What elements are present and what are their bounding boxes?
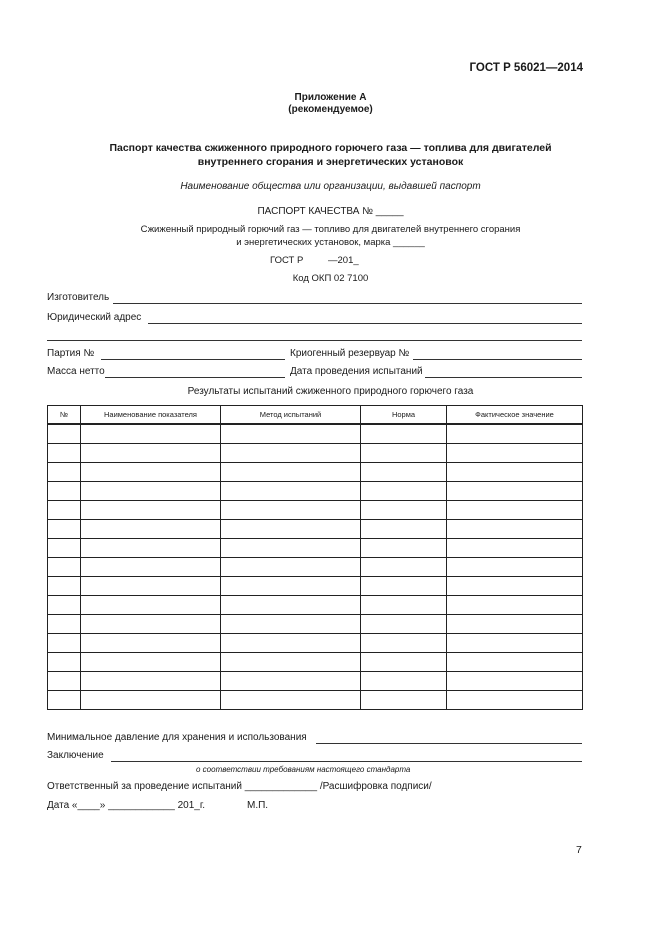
table-cell[interactable] — [221, 482, 361, 501]
table-cell[interactable] — [447, 615, 583, 634]
table-cell[interactable] — [81, 596, 221, 615]
net-mass-field[interactable] — [105, 377, 285, 378]
stamp-label: М.П. — [247, 800, 269, 811]
table-cell[interactable] — [48, 615, 81, 634]
table-cell[interactable] — [221, 424, 361, 444]
table-cell[interactable] — [81, 444, 221, 463]
table-cell[interactable] — [48, 653, 81, 672]
table-row — [48, 444, 583, 463]
table-cell[interactable] — [221, 444, 361, 463]
table-cell[interactable] — [81, 539, 221, 558]
table-cell[interactable] — [447, 482, 583, 501]
table-cell[interactable] — [221, 501, 361, 520]
min-pressure-label: Минимальное давление для хранения и использования — [47, 732, 307, 743]
table-cell[interactable] — [221, 596, 361, 615]
results-table — [47, 405, 583, 710]
table-cell[interactable] — [361, 539, 447, 558]
table-cell[interactable] — [48, 501, 81, 520]
table-cell[interactable] — [81, 482, 221, 501]
legal-address-label: Юридический адрес — [47, 312, 142, 323]
table-cell[interactable] — [447, 653, 583, 672]
col-norm: Норма — [361, 406, 447, 425]
table-row — [48, 482, 583, 501]
col-actual: Фактическое значение — [447, 406, 583, 425]
legal-address-field-2[interactable] — [47, 340, 582, 341]
table-row — [48, 463, 583, 482]
product-line1: Сжиженный природный горючий газ — топливо для двигателей внутреннего сгорания — [140, 224, 521, 235]
conclusion-note: о соответствии требованиям настоящего стандарта — [196, 765, 411, 774]
issuer-caption: Наименование общества или организации, выдавшей паспорт — [180, 181, 481, 192]
table-cell[interactable] — [447, 558, 583, 577]
table-cell[interactable] — [447, 444, 583, 463]
conclusion-field[interactable] — [111, 761, 582, 762]
table-row — [48, 577, 583, 596]
table-cell[interactable] — [447, 424, 583, 444]
net-mass-label: Масса нетто — [47, 366, 105, 377]
appendix-subtitle: (рекомендуемое) — [288, 104, 373, 115]
table-row — [48, 539, 583, 558]
test-date-label: Дата проведения испытаний — [290, 366, 423, 377]
table-cell[interactable] — [447, 501, 583, 520]
conclusion-label: Заключение — [47, 750, 104, 761]
table-cell[interactable] — [361, 463, 447, 482]
table-cell[interactable] — [361, 424, 447, 444]
table-cell[interactable] — [48, 691, 81, 710]
table-cell[interactable] — [48, 444, 81, 463]
table-cell[interactable] — [447, 672, 583, 691]
table-cell[interactable] — [48, 558, 81, 577]
table-cell[interactable] — [361, 596, 447, 615]
results-header-row — [48, 406, 583, 425]
table-cell[interactable] — [81, 691, 221, 710]
table-cell[interactable] — [221, 634, 361, 653]
table-cell[interactable] — [361, 444, 447, 463]
results-caption: Результаты испытаний сжиженного природного горючего газа — [187, 386, 474, 397]
okp-code: Код ОКП 02 7100 — [292, 273, 369, 284]
table-cell[interactable] — [221, 672, 361, 691]
manufacturer-label: Изготовитель — [47, 292, 110, 303]
table-cell[interactable] — [48, 539, 81, 558]
gost-prefix: ГОСТ Р — [270, 255, 304, 266]
table-cell[interactable] — [447, 463, 583, 482]
table-cell[interactable] — [221, 520, 361, 539]
doc-title-line1: Паспорт качества сжиженного природного горючего газа — топлива для двигателей — [109, 142, 552, 154]
table-cell[interactable] — [361, 482, 447, 501]
table-cell[interactable] — [81, 653, 221, 672]
page-number: 7 — [576, 844, 582, 856]
table-cell[interactable] — [48, 520, 81, 539]
table-cell[interactable] — [48, 463, 81, 482]
table-row — [48, 691, 583, 710]
table-cell[interactable] — [221, 691, 361, 710]
passport-heading: ПАСПОРТ КАЧЕСТВА № _____ — [257, 206, 404, 217]
table-cell[interactable] — [361, 691, 447, 710]
table-cell[interactable] — [361, 634, 447, 653]
table-cell[interactable] — [361, 653, 447, 672]
table-cell[interactable] — [48, 482, 81, 501]
table-cell[interactable] — [221, 615, 361, 634]
table-cell[interactable] — [221, 653, 361, 672]
table-cell[interactable] — [48, 596, 81, 615]
table-row — [48, 520, 583, 539]
table-row — [48, 672, 583, 691]
cryo-tank-label: Криогенный резервуар № — [290, 348, 410, 359]
table-cell[interactable] — [81, 615, 221, 634]
table-row — [48, 615, 583, 634]
cryo-tank-field[interactable] — [413, 359, 582, 360]
table-cell[interactable] — [361, 501, 447, 520]
table-row — [48, 558, 583, 577]
test-date-field[interactable] — [425, 377, 582, 378]
table-cell[interactable] — [447, 520, 583, 539]
table-cell[interactable] — [81, 463, 221, 482]
table-cell[interactable] — [361, 558, 447, 577]
table-cell[interactable] — [361, 615, 447, 634]
batch-field[interactable] — [101, 359, 285, 360]
table-cell[interactable] — [48, 672, 81, 691]
table-cell[interactable] — [447, 596, 583, 615]
table-cell[interactable] — [221, 558, 361, 577]
table-row — [48, 653, 583, 672]
min-pressure-field[interactable] — [316, 743, 582, 744]
appendix-title: Приложение А — [294, 92, 367, 103]
standard-code: ГОСТ Р 56021—2014 — [469, 62, 583, 74]
table-cell[interactable] — [81, 558, 221, 577]
doc-title-line2: внутреннего сгорания и энергетических установок — [197, 156, 464, 168]
table-row — [48, 634, 583, 653]
col-number: № — [48, 406, 81, 425]
table-cell[interactable] — [81, 424, 221, 444]
table-cell[interactable] — [447, 634, 583, 653]
gost-suffix: —201_ — [328, 255, 359, 266]
table-cell[interactable] — [48, 634, 81, 653]
col-indicator: Наименование показателя — [81, 406, 221, 425]
table-cell[interactable] — [361, 520, 447, 539]
table-cell[interactable] — [447, 577, 583, 596]
table-cell[interactable] — [81, 577, 221, 596]
table-cell[interactable] — [361, 577, 447, 596]
table-cell[interactable] — [81, 501, 221, 520]
batch-label: Партия № — [47, 348, 95, 359]
table-row — [48, 501, 583, 520]
table-cell[interactable] — [81, 634, 221, 653]
table-cell[interactable] — [447, 539, 583, 558]
table-row — [48, 424, 583, 444]
table-row — [48, 596, 583, 615]
col-method: Метод испытаний — [221, 406, 361, 425]
manufacturer-field[interactable] — [113, 303, 582, 304]
table-cell[interactable] — [48, 424, 81, 444]
table-cell[interactable] — [48, 577, 81, 596]
legal-address-field[interactable] — [148, 323, 582, 324]
table-cell[interactable] — [221, 539, 361, 558]
results-body — [48, 424, 583, 710]
table-cell[interactable] — [81, 672, 221, 691]
product-line2: и энергетических установок, марка ______ — [236, 237, 425, 248]
table-cell[interactable] — [81, 520, 221, 539]
responsible-line: Ответственный за проведение испытаний _____________ /Расшифровка подписи/ — [47, 781, 432, 792]
table-cell[interactable] — [447, 691, 583, 710]
date-line: Дата «____» ____________ 201_г. — [47, 800, 206, 811]
table-cell[interactable] — [361, 672, 447, 691]
table-cell[interactable] — [221, 577, 361, 596]
table-cell[interactable] — [221, 463, 361, 482]
